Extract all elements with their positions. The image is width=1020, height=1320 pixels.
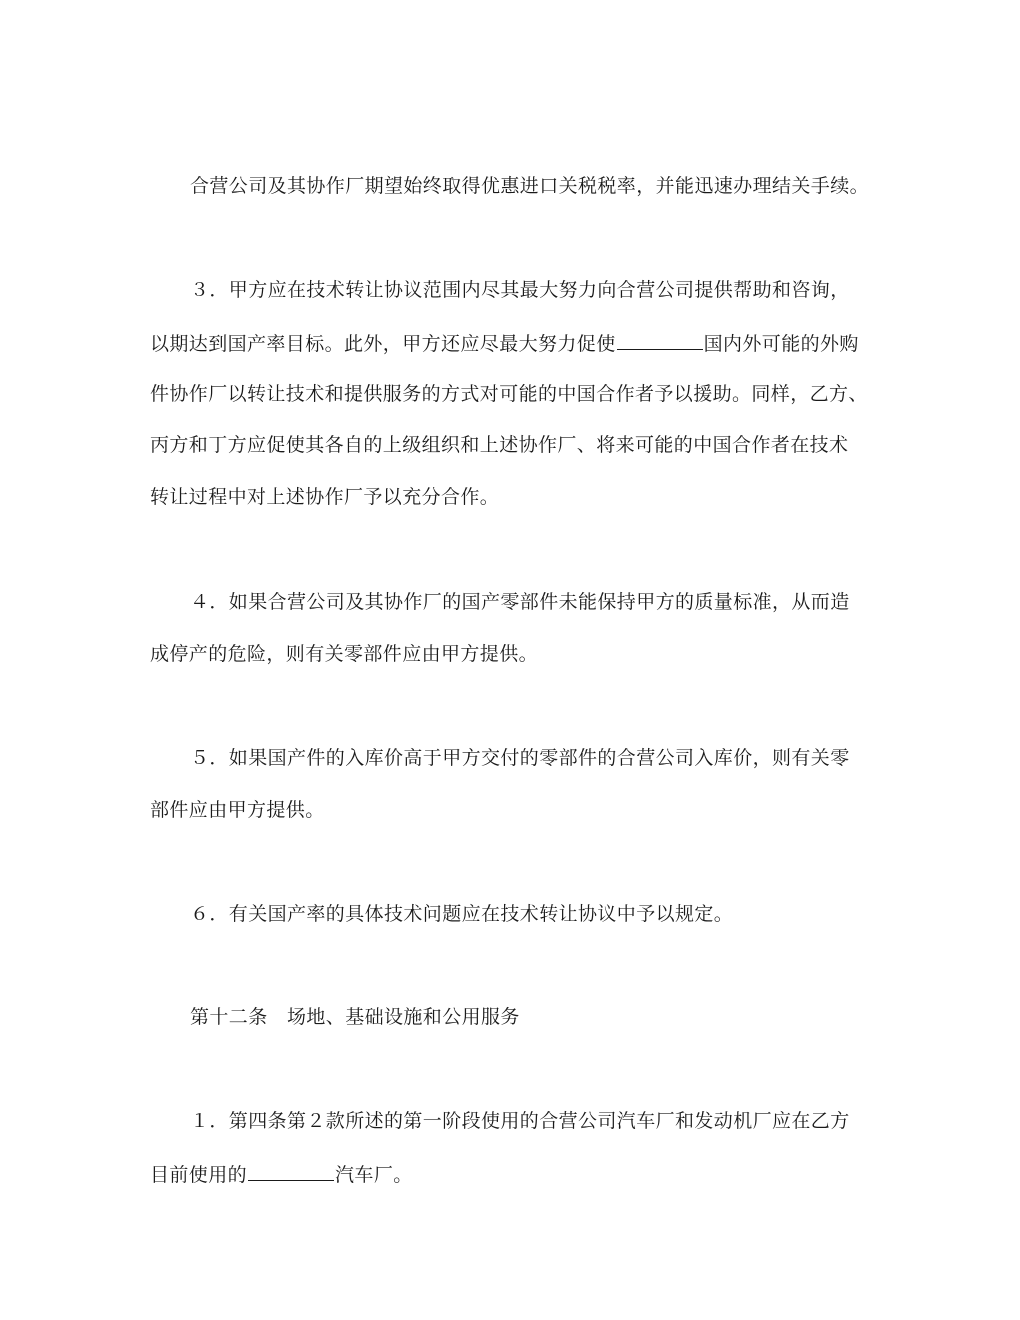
item-3-line-1: ３．甲方应在技术转让协议范围内尽其最大努力向合营公司提供帮助和咨询， bbox=[190, 279, 850, 301]
item-5-line-2: 部件应由甲方提供。 bbox=[150, 799, 325, 821]
item-3-line-2-text-b: 国内外可能的外购 bbox=[703, 333, 859, 355]
article-12-item-1-line-1: １．第四条第２款所述的第一阶段使用的合营公司汽车厂和发动机厂应在乙方 bbox=[190, 1110, 850, 1132]
fill-in-blank bbox=[248, 1161, 334, 1181]
item-3-line-3: 件协作厂以转让技术和提供服务的方式对可能的中国合作者予以援助。同样，乙方、 bbox=[150, 383, 868, 405]
item-3-line-4: 丙方和丁方应促使其各自的上级组织和上述协作厂、将来可能的中国合作者在技术 bbox=[150, 434, 849, 456]
fill-in-blank bbox=[617, 330, 703, 350]
item-5-line-1: ５．如果国产件的入库价高于甲方交付的零部件的合营公司入库价，则有关零 bbox=[190, 747, 850, 769]
item-3-line-2-text-a: 以期达到国产率目标。此外，甲方还应尽最大努力促使 bbox=[150, 333, 616, 355]
item-3-line-5: 转让过程中对上述协作厂予以充分合作。 bbox=[150, 486, 500, 508]
paragraph-intro-line-1: 合营公司及其协作厂期望始终取得优惠进口关税税率，并能迅速办理结关手续。 bbox=[190, 175, 870, 197]
item-4-line-2: 成停产的危险，则有关零部件应由甲方提供。 bbox=[150, 643, 539, 665]
article-12-heading: 第十二条 场地、基础设施和公用服务 bbox=[190, 1006, 520, 1028]
article-12-item-1-line-2-text-a: 目前使用的 bbox=[150, 1164, 248, 1186]
item-4-line-1: ４．如果合营公司及其协作厂的国产零部件未能保持甲方的质量标准，从而造 bbox=[190, 591, 850, 613]
article-12-item-1-line-2-text-b: 汽车厂。 bbox=[335, 1164, 413, 1186]
article-12-item-1-line-2 bbox=[150, 1161, 875, 1187]
item-3-line-2 bbox=[150, 330, 875, 356]
item-6-line-1: ６．有关国产率的具体技术问题应在技术转让协议中予以规定。 bbox=[190, 903, 734, 925]
